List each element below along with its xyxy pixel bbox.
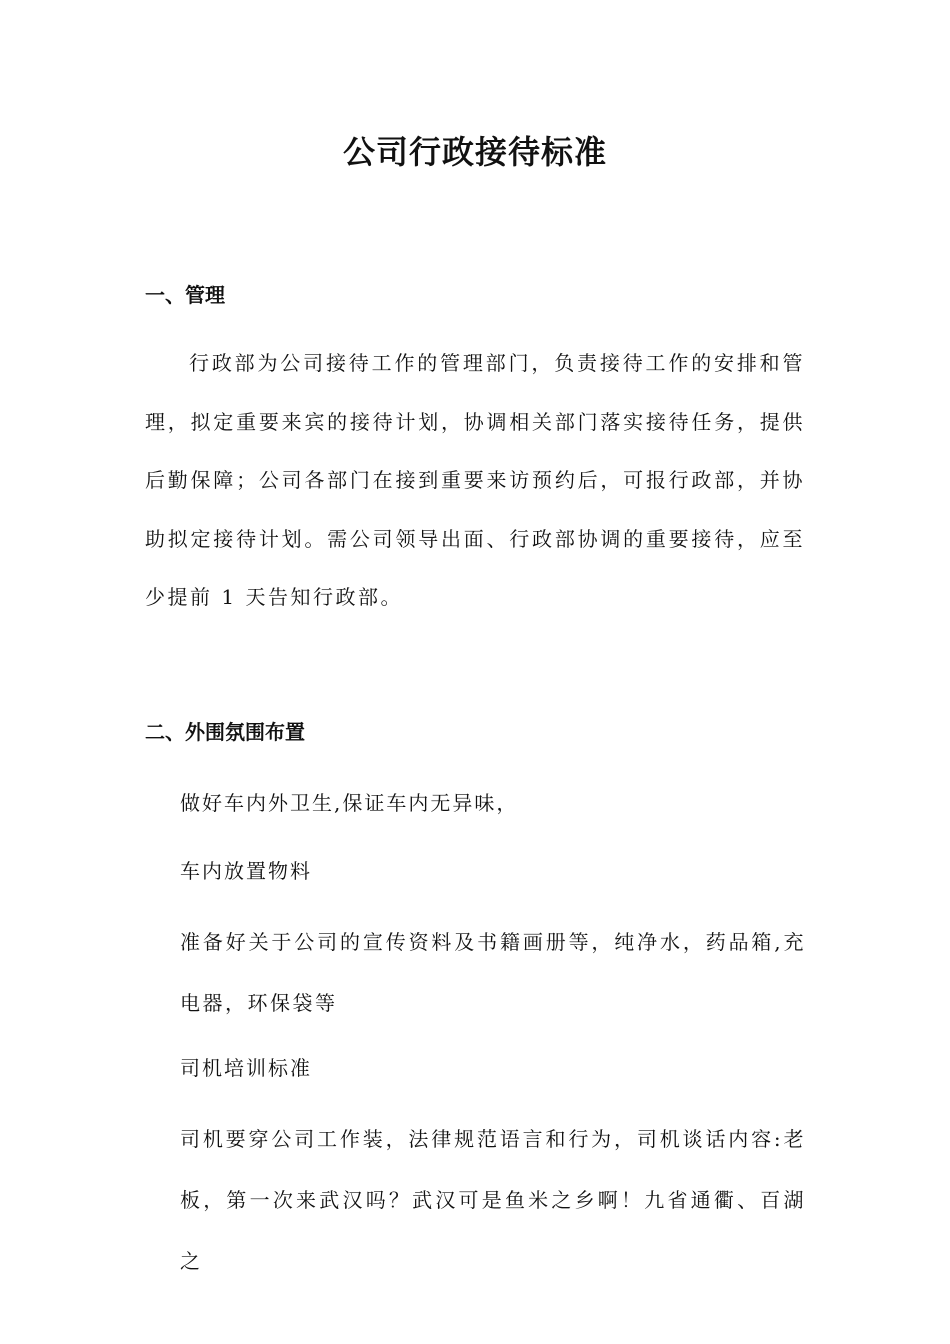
list-item: 车内放置物料 (180, 859, 312, 883)
section-heading-atmosphere: 二、外围氛围布置 (145, 720, 305, 744)
list-item: 做好车内外卫生,保证车内无异味， (180, 791, 519, 815)
document-title: 公司行政接待标准 (342, 133, 607, 171)
section-heading-management: 一、管理 (145, 283, 225, 307)
list-item: 司机培训标准 (180, 1056, 312, 1080)
list-item: 准备好关于公司的宣传资料及书籍画册等，纯净水，药品箱,充电器，环保袋等 (180, 930, 806, 1015)
section-paragraph-management: 行政部为公司接待工作的管理部门，负责接待工作的安排和管理，拟定重要来宾的接待计划，协调相关部门落实接待任务，提供后勤保障；公司各部门在接到重要来访预约后，可报行政部，并协助拟定接待计划。需公司领导出面、行政部协调的重要接待，应至少提前 1 天告知行政部。 (145, 351, 805, 609)
list-item: 司机要穿公司工作装，法律规范语言和行为，司机谈话内容:老板，第一次来武汉吗？武汉可是鱼米之乡啊！九省通衢、百湖之 (180, 1127, 806, 1273)
